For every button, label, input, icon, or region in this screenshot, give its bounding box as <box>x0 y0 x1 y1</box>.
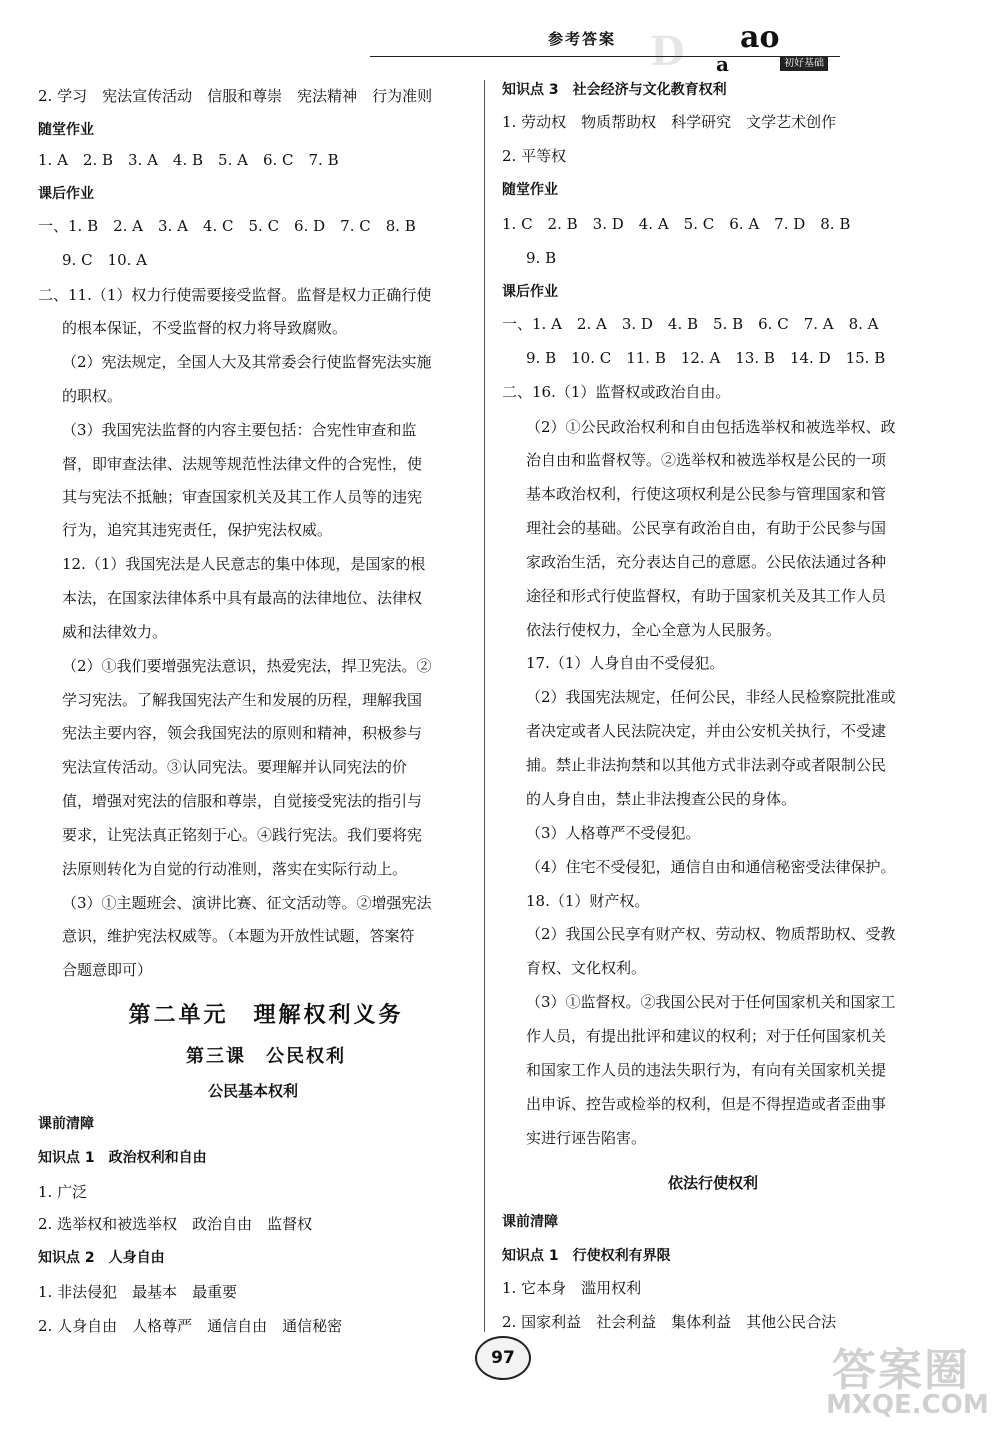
answer-line: 1. 它本身 滥用权利 <box>502 1279 642 1297</box>
answer-line: （2）宪法规定，全国人大及其常委会行使监督宪法实施 <box>62 353 432 371</box>
brand-logo-small: a <box>716 52 729 76</box>
header-title: 参考答案 <box>548 30 617 48</box>
answer-line: 出申诉、控告或检举的权利，但是不得捏造或者歪曲事 <box>526 1095 887 1113</box>
answer-line: 其与宪法不抵触；审查国家机关及其工作人员等的违宪 <box>62 488 423 506</box>
answer-line: 家政治生活，充分表达自己的意愿。公民依法通过各种 <box>526 553 887 571</box>
answer-line: 宪法宣传活动。③认同宪法。要理解并认同宪法的价 <box>62 758 408 776</box>
answer-line: 育权、文化权利。 <box>526 959 647 977</box>
column-divider <box>484 80 485 1332</box>
answer-line: 威和法律效力。 <box>62 623 168 641</box>
answer-line: 要求，让宪法真正铭刻于心。④践行宪法。我们要将宪 <box>62 826 423 844</box>
answer-line: 本法，在国家法律体系中具有最高的法律地位、法律权 <box>62 589 423 607</box>
answer-line: 2. 人身自由 人格尊严 通信自由 通信秘密 <box>38 1317 343 1335</box>
answer-line: 的人身自由，禁止非法搜查公民的身体。 <box>526 790 797 808</box>
brand-logo: ao <box>740 20 780 55</box>
answer-line: 12.（1）我国宪法是人民意志的集中体现，是国家的根 <box>62 555 426 573</box>
answer-line: 二、11.（1）权力行使需要接受监督。监督是权力正确行使 <box>38 286 432 304</box>
answer-line: （2）①我们要增强宪法意识，热爱宪法，捍卫宪法。② <box>62 657 432 675</box>
heading-knowledge-point-2: 知识点 2 人身自由 <box>38 1250 165 1266</box>
answer-line: 一、1. A 2. A 3. D 4. B 5. B 6. C 7. A 8. A <box>502 315 879 333</box>
logo-ghost: D <box>650 28 685 75</box>
answer-line: 学习宪法。了解我国宪法产生和发展的历程，理解我国 <box>62 691 423 709</box>
answer-line: （3）①监督权。②我国公民对于任何国家机关和国家工 <box>526 993 896 1011</box>
answer-line: 2. 选举权和被选举权 政治自由 监督权 <box>38 1215 313 1233</box>
answer-line: 9. B 10. C 11. B 12. A 13. B 14. D 15. B <box>526 349 886 367</box>
heading-suitang: 随堂作业 <box>38 122 94 138</box>
heading-kqqz: 课前清障 <box>502 1214 558 1230</box>
answer-line: 理社会的基础。公民享有政治自由，有助于公民参与国 <box>526 519 887 537</box>
answer-line: 实进行诬告陷害。 <box>526 1129 647 1147</box>
answer-line: 2. 国家利益 社会利益 集体利益 其他公民合法 <box>502 1313 837 1331</box>
answer-line: 值，增强对宪法的信服和尊崇，自觉接受宪法的指引与 <box>62 792 423 810</box>
page-number: 97 <box>475 1336 531 1380</box>
answer-line: 法原则转化为自觉的行动准则，落实在实际行动上。 <box>62 860 408 878</box>
heading-kehou: 课后作业 <box>38 186 94 202</box>
answer-line: 一、1. B 2. A 3. A 4. C 5. C 6. D 7. C 8. B <box>38 217 416 235</box>
answer-line: （2）我国公民享有财产权、劳动权、物质帮助权、受教 <box>526 925 896 943</box>
answer-line: 基本政治权利，行使这项权利是公民参与管理国家和管 <box>526 485 887 503</box>
answer-line: 作人员，有提出批评和建议的权利；对于任何国家机关 <box>526 1027 887 1045</box>
answer-line: （2）我国宪法规定，任何公民，非经人民检察院批准或 <box>526 688 896 706</box>
answer-line: （3）人格尊严不受侵犯。 <box>526 824 701 842</box>
section-title: 依法行使权利 <box>668 1174 759 1192</box>
answer-line: 2. 学习 宪法宣传活动 信服和尊崇 宪法精神 行为准则 <box>38 87 433 105</box>
answer-line: 捕。禁止非法拘禁和以其他方式非法剥夺或者限制公民 <box>526 756 887 774</box>
header-rule <box>370 56 840 57</box>
answer-line: 18.（1）财产权。 <box>526 892 650 910</box>
answer-line: （3）①主题班会、演讲比赛、征文活动等。②增强宪法 <box>62 894 432 912</box>
answer-line: 的职权。 <box>62 387 123 405</box>
answer-line: 二、16.（1）监督权或政治自由。 <box>502 383 731 401</box>
answer-line: 依法行使权力，全心全意为人民服务。 <box>526 621 782 639</box>
answer-line: 2. 平等权 <box>502 147 567 165</box>
answer-line: 者决定或者人民法院决定，并由公安机关执行，不受逮 <box>526 722 887 740</box>
answer-line: 行为，追究其违宪责任，保护宪法权威。 <box>62 521 333 539</box>
answer-line: 的根本保证，不受监督的权力将导致腐败。 <box>62 319 348 337</box>
brand-tag: 初好基础 <box>780 57 828 71</box>
answer-line: 1. A 2. B 3. A 4. B 5. A 6. C 7. B <box>38 151 339 169</box>
heading-knowledge-point-1: 知识点 1 行使权利有界限 <box>502 1248 671 1264</box>
section-title: 公民基本权利 <box>208 1082 299 1100</box>
answer-line: 宪法主要内容，领会我国宪法的原则和精神，积极参与 <box>62 724 423 742</box>
answer-line: 治自由和监督权等。②选举权和被选举权是公民的一项 <box>526 451 887 469</box>
answer-line: 意识，维护宪法权威等。（本题为开放性试题，答案符 <box>62 927 415 945</box>
unit-title: 第二单元 理解权利义务 <box>128 1003 404 1028</box>
answer-line: 17.（1）人身自由不受侵犯。 <box>526 654 725 672</box>
heading-knowledge-point-1: 知识点 1 政治权利和自由 <box>38 1150 207 1166</box>
watermark-url: MXQE.COM <box>826 1390 989 1420</box>
answer-line: 1. 广泛 <box>38 1183 88 1201</box>
answer-line: 途径和形式行使监督权，有助于国家机关及其工作人员 <box>526 587 887 605</box>
answer-line: （4）住宅不受侵犯，通信自由和通信秘密受法律保护。 <box>526 858 896 876</box>
answer-line: 和国家工作人员的违法失职行为，有向有关国家机关提 <box>526 1061 887 1079</box>
answer-line: 1. 非法侵犯 最基本 最重要 <box>38 1283 238 1301</box>
answer-line: 1. C 2. B 3. D 4. A 5. C 6. A 7. D 8. B <box>502 215 851 233</box>
heading-kqqz: 课前清障 <box>38 1116 94 1132</box>
answer-line: 1. 劳动权 物质帮助权 科学研究 文学艺术创作 <box>502 113 837 131</box>
lesson-title: 第三课 公民权利 <box>186 1046 346 1067</box>
heading-suitang: 随堂作业 <box>502 182 558 198</box>
page-header <box>0 0 1000 80</box>
answer-line: 合题意即可） <box>62 961 153 979</box>
answer-line: （2）①公民政治权利和自由包括选举权和被选举权、政 <box>526 418 896 436</box>
heading-kehou: 课后作业 <box>502 284 558 300</box>
answer-line: 9. C 10. A <box>62 251 148 269</box>
heading-knowledge-point-3: 知识点 3 社会经济与文化教育权利 <box>502 82 727 98</box>
watermark-logo: 答案圈 <box>832 1345 970 1396</box>
answer-line: 督，即审查法律、法规等规范性法律文件的合宪性，使 <box>62 455 423 473</box>
answer-line: （3）我国宪法监督的内容主要包括：合宪性审查和监 <box>62 421 417 439</box>
answer-line: 9. B <box>526 249 557 267</box>
